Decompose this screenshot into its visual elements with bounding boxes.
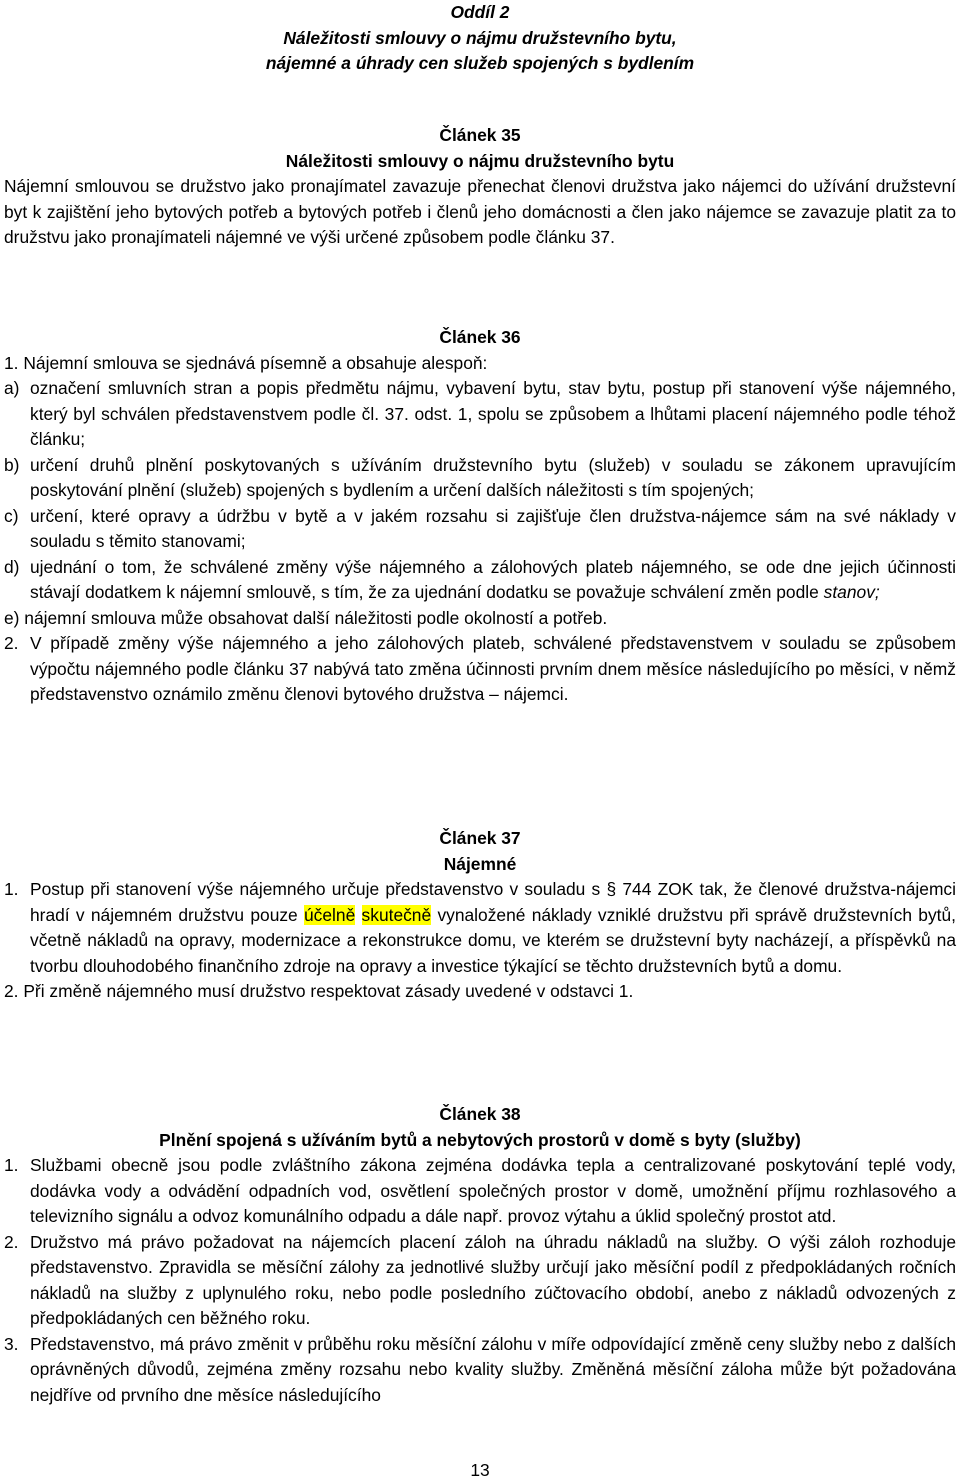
article-37-paragraph-1 <box>4 877 956 979</box>
paragraph-number: 1. <box>4 352 19 373</box>
paragraph-text-after: vynaložené náklady vzniklé družstvu při správě družstevních bytů, včetně nákladů na opravy, modernizace a rekonstrukce domu, ve kterém se družstevní byty nacházejí, a příspěvků na tvorbu dlouhodobého finančního zdroje na opravy a investice týkající se těchto družstevních bytů a domu. <box>30 904 956 976</box>
section-heading <box>4 0 956 77</box>
list-item-label: b) <box>4 454 20 475</box>
article-38-title: Článek 38 <box>439 1104 521 1124</box>
section-title: Oddíl 2 <box>450 2 510 22</box>
article-37 <box>4 826 956 1005</box>
article-36 <box>4 325 956 708</box>
highlighted-word-2: skutečně <box>361 904 432 925</box>
paragraph-number: 2. <box>4 1231 19 1252</box>
list-item-e: e) nájemní smlouva může obsahovat další náležitosti podle okolností a potřeb. <box>4 607 608 628</box>
section-subtitle-line2: nájemné a úhrady cen služeb spojených s bydlením <box>265 53 695 73</box>
article-35-body: Nájemní smlouvou se družstvo jako pronajímatel zavazuje přenechat členovi družstva jako nájemci do užívání družstevní byt k zajištění jeho bytových potřeb a bytových potřeb i členů jeho domácnosti a člen jako nájemce se zavazuje platit za to družstvu jako pronajímateli nájemné ve výši určené způsobem podle článku 37. <box>4 176 956 247</box>
article-38-paragraph-2 <box>4 1230 956 1332</box>
list-item-b <box>4 453 956 504</box>
article-38-paragraph-1 <box>4 1153 956 1230</box>
article-35-title: Článek 35 <box>439 125 521 145</box>
list-item-a <box>4 376 956 453</box>
article-35 <box>4 123 956 251</box>
paragraph-number: 1. <box>4 879 19 899</box>
list-item-label: c) <box>4 505 19 526</box>
list-item-text-italic: stanov; <box>823 582 880 602</box>
article-36-paragraph-1 <box>4 351 956 377</box>
paragraph-number: 1. <box>4 1155 19 1175</box>
article-37-subtitle: Nájemné <box>443 853 517 874</box>
article-38 <box>4 1102 956 1408</box>
paragraph-number: 3. <box>4 1333 19 1354</box>
article-36-paragraph-2 <box>4 631 956 708</box>
highlighted-word-1: účelně <box>304 904 356 925</box>
list-item-text: ujednání o tom, že schválené změny výše nájemného a zálohových plateb nájemného, se ode dne jejich účinnosti stávají dodatkem k nájemní smlouvě, s tím, že za ujednání dodatku se považuje schválení změn podle <box>30 556 956 602</box>
paragraph-text: V případě změny výše nájemného a jeho zálohových plateb, schválené představenstvem v souladu se způsobem výpočtu nájemného podle článku 37 nabývá tato změna účinnosti prvním dnem měsíce následujícího po měsíci, v němž představenstvo oznámilo změnu členovi bytového družstva – nájemci. <box>30 633 956 704</box>
section-subtitle-line1: Náležitosti smlouvy o nájmu družstevního bytu, <box>283 27 677 48</box>
list-item-d <box>4 555 956 606</box>
list-item-text: určení druhů plnění poskytovaných s užíváním družstevního bytu (služeb) v souladu se zákonem upravujícím poskytování plnění (služeb) spojených s bydlením a určení dalších náležitosti s tím spojených; <box>30 454 956 500</box>
paragraph-text-before: Postup při stanovení výše nájemného určuje představenstvo v souladu s § 744 ZOK tak, že členové družstva-nájemci hradí v nájemném družstvu pouze <box>30 879 956 925</box>
paragraph-text: Představenstvo, má právo změnit v průběhu roku měsíční zálohu v míře odpovídající změně ceny služby nebo z dalších oprávněných důvodů, zejména změny rozsahu nebo kvality služby. Změněná měsíční záloha může být požadována nejdříve od prvního dne měsíce následujícího <box>30 1333 956 1405</box>
list-item-text: označení smluvních stran a popis předmětu nájmu, vybavení bytu, stav bytu, postup při stanovení výše nájemného, který byl schválen představenstvem podle čl. 37. odst. 1, spolu se způsobem a lhůtami placení nájemného podle téhož článku; <box>30 378 956 449</box>
article-38-paragraph-3 <box>4 1332 956 1409</box>
paragraph-number: 2. <box>4 633 19 653</box>
paragraph-intro: Nájemní smlouva se sjednává písemně a obsahuje alespoň: <box>23 352 488 373</box>
article-36-title: Článek 36 <box>439 327 521 347</box>
page-number: 13 <box>470 1460 490 1480</box>
article-38-subtitle: Plnění spojená s užíváním bytů a nebytových prostorů v domě s byty (služby) <box>159 1129 801 1150</box>
list-item-c <box>4 504 956 555</box>
article-37-paragraph-2: 2. Při změně nájemného musí družstvo respektovat zásady uvedené v odstavci 1. <box>4 981 634 1001</box>
article-37-title: Článek 37 <box>439 828 521 848</box>
paragraph-text: Službami obecně jsou podle zvláštního zákona zejména dodávka tepla a centralizované poskytování teplé vody, dodávka vody a odvádění odpadních vod, osvětlení společných prostor v domě, umožnění příjmu rozhlasového a televizního signálu a odvoz komunálního odpadu a dále např. provoz výtahu a úklid společný prostot atd. <box>30 1155 956 1226</box>
paragraph-text: Družstvo má právo požadovat na nájemcích placení záloh na úhradu nákladů na služby. O výši záloh rozhoduje představenstvo. Zpravidla se měsíční zálohy za jednotlivé služby určují jako měsíční podíl z předpokládaných ročních nákladů na služby z uplynulého roku, nebo podle posledního zúčtovacího období, anebo z nákladů odvozených z předpokládaných cen běžného roku. <box>30 1231 956 1328</box>
list-item-text: určení, které opravy a údržbu v bytě a v jakém rozsahu si zajišťuje člen družstva-nájemce sám na své náklady v souladu s těmito stanovami; <box>30 505 956 551</box>
list-item-label: d) <box>4 556 20 577</box>
list-item-label: a) <box>4 378 20 398</box>
article-35-subtitle: Náležitosti smlouvy o nájmu družstevního bytu <box>285 150 675 171</box>
